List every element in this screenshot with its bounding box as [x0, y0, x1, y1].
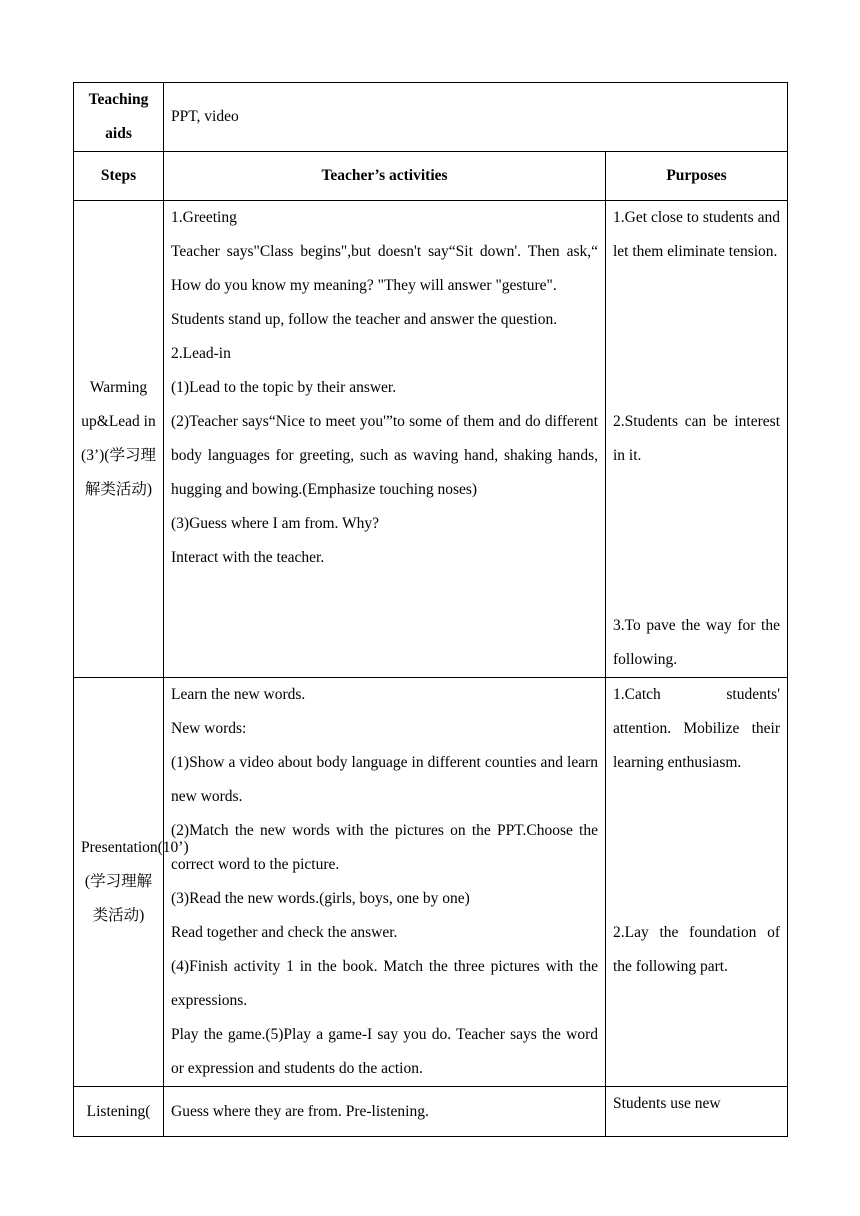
activity-line: 2.Lead-in — [171, 345, 231, 362]
purpose-line: Students use new — [613, 1095, 721, 1112]
activity-line: Teacher says"Class begins",but doesn't say“Sit down'. Then ask,“ How do you know my meaning? "They will answer "gesture". — [171, 243, 598, 294]
activity-line: (2)Match the new words with the pictures on the PPT.Choose the correct word to the picture. — [171, 822, 598, 873]
table-row — [74, 678, 788, 1087]
activity-line: Students stand up, follow the teacher and answer the question. — [171, 311, 558, 328]
header-row — [74, 152, 788, 201]
step-listening: Listening( — [74, 1087, 164, 1137]
purpose-line: 1.Catch students' attention. Mobilize their learning enthusiasm. — [613, 686, 780, 771]
purposes-presentation — [606, 678, 788, 1087]
activity-line: (1)Lead to the topic by their answer. — [171, 379, 397, 396]
activity-line: Read together and check the answer. — [171, 924, 398, 941]
lesson-plan-table — [73, 82, 788, 1137]
activity-line: (3)Guess where I am from. Why? — [171, 515, 380, 532]
purpose-line: 2.Lay the foundation of the following part. — [613, 924, 780, 975]
purpose-line: 3.To pave the way for the following. — [613, 617, 780, 668]
table-row — [74, 1087, 788, 1137]
activity-line: (2)Teacher says“Nice to meet you'”to some of them and do different body languages for greeting, such as waving hand, shaking hands, hugging and bowing.(Emphasize touching noses) — [171, 413, 598, 498]
step-presentation: Presentation(10’)(学习理解类活动) — [74, 678, 164, 1087]
activity-line: Guess where they are from. Pre-listening. — [171, 1102, 429, 1120]
activity-line: 1.Greeting — [171, 209, 237, 226]
header-activities: Teacher’s activities — [164, 152, 606, 201]
teaching-aids-value: PPT, video — [164, 83, 788, 152]
activity-line: (3)Read the new words.(girls, boys, one by one) — [171, 890, 470, 907]
purposes-listening — [606, 1087, 788, 1137]
activities-listening — [164, 1087, 606, 1137]
activity-line: (1)Show a video about body language in different counties and learn new words. — [171, 754, 598, 805]
activity-line: (4)Finish activity 1 in the book. Match the three pictures with the expressions. — [171, 958, 598, 1009]
activity-line: Learn the new words. — [171, 686, 306, 703]
teaching-aids-row — [74, 83, 788, 152]
purpose-line: 1.Get close to students and let them eliminate tension. — [613, 209, 780, 260]
step-warming-up: Warming up&Lead in (3’)(学习理解类活动) — [74, 201, 164, 678]
activity-line: Interact with the teacher. — [171, 549, 325, 566]
teaching-aids-label: Teaching aids — [74, 83, 164, 152]
activities-presentation — [164, 678, 606, 1087]
purposes-warming-up — [606, 201, 788, 678]
activity-line: New words: — [171, 720, 247, 737]
activity-line: Play the game.(5)Play a game-I say you do. Teacher says the word or expression and students do the action. — [171, 1026, 598, 1077]
table-row — [74, 201, 788, 678]
header-steps: Steps — [74, 152, 164, 201]
purpose-line: 2.Students can be interest in it. — [613, 413, 780, 464]
activities-warming-up — [164, 201, 606, 678]
header-purposes: Purposes — [606, 152, 788, 201]
